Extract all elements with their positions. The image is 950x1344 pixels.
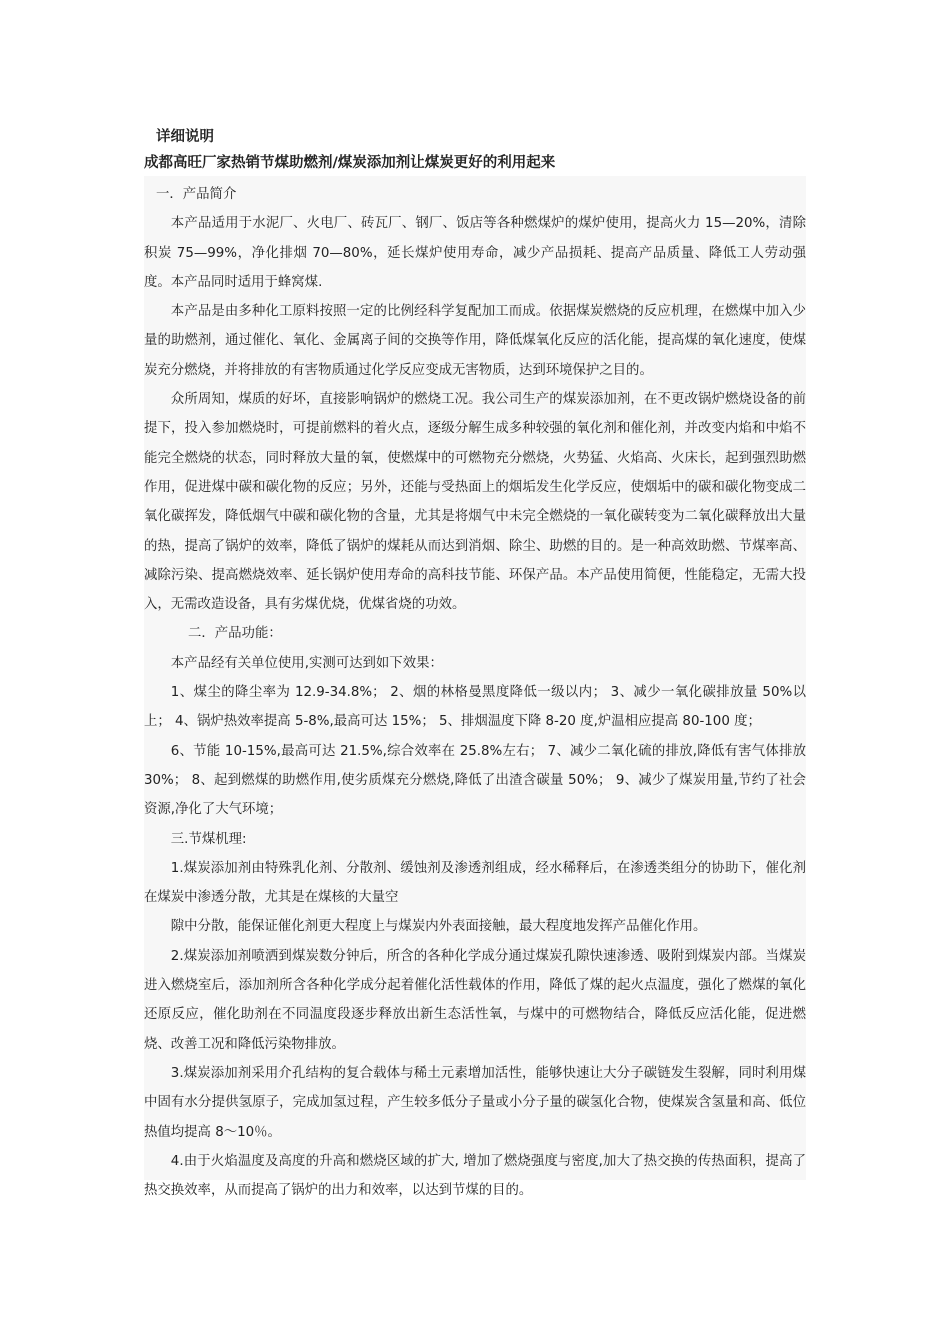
section-2-title: 二．产品功能： [188,626,282,642]
section-3-paragraph-1: 1.煤炭添加剂由特殊乳化剂、分散剂、缓蚀剂及渗透剂组成，经水稀释后，在渗透类组分的协助下，催化剂在煤炭中渗透分散，尤其是在煤核的大量空 [144,860,806,906]
section-2-paragraph-3: 6、节能 10-15%,最高可达 21.5%,综合效率在 25.8%左右； 7、减少二氧化硫的排放,降低有害气体排放 30%； 8、起到燃煤的助燃作用,使劣质煤充分燃烧,降低了出渣含碳量 50%； 9、减少了煤炭用量,节约了社会资源,净化了大气环境； [144,743,806,818]
section-3-paragraph-2: 隙中分散，能保证催化剂更大程度上与煤炭内外表面接触，最大程度地发挥产品催化作用。 [170,919,707,935]
section-2-paragraph-2: 1、煤尘的降尘率为 12.9-34.8%； 2、烟的林格曼黑度降低一级以内； 3、减少一氧化碳排放量 50%以上； 4、锅炉热效率提高 5-8%,最高可达 15%； 5、排烟温度下降 8-20 度,炉温相应提高 80-100 度； [144,685,806,730]
content-panel [144,176,806,1199]
section-1-paragraph-3: 众所周知，煤质的好坏，直接影响锅炉的燃烧工况。我公司生产的煤炭添加剂，在不更改锅炉燃烧设备的前提下，投入参加燃烧时，可提前燃料的着火点，逐级分解生成多种较强的氧化剂和催化剂，并改变内焰和中焰不能完全燃烧的状态，同时释放大量的氧，使燃煤中的可燃物充分燃烧，火势猛、火焰高、火床长，起到强烈助燃作用，促进煤中碳和碳化物的反应；另外，还能与受热面上的烟垢发生化学反应，使烟垢中的碳和碳化物变成二氧化碳挥发，降低烟气中碳和碳化物的含量，尤其是将烟气中未完全燃烧的一氧化碳转变为二氧化碳释放出大量的热，提高了锅炉的效率，降低了锅炉的煤耗从而达到消烟、除尘、助燃的目的。是一种高效助燃、节煤率高、减除污染、提高燃烧效率、延长锅炉使用寿命的高科技节能、环保产品。本产品使用简便，性能稳定，无需大投入，无需改造设备，具有劣煤优烧，优煤省烧的功效。 [144,392,806,613]
section-1-title: 一．产品简介 [156,187,237,202]
section-1-paragraph-1: 本产品适用于水泥厂、火电厂、砖瓦厂、钢厂、饭店等各种燃煤炉的煤炉使用，提高火力 15—20%，清除积炭 75—99%，净化排烟 70—80%，延长煤炉使用寿命，减少产品损耗、提高产品质量、降低工人劳动强度。本产品同时适用于蜂窝煤. [144,216,806,290]
section-1-paragraph-2: 本产品是由多种化工原料按照一定的比例经科学复配加工而成。依据煤炭燃烧的反应机理，在燃煤中加入少量的助燃剂，通过催化、氧化、金属离子间的交换等作用，降低煤氧化反应的活化能，提高煤的氧化速度，使煤炭充分燃烧，并将排放的有害物质通过化学反应变成无害物质，达到环境保护之目的。 [144,304,806,378]
section-3-paragraph-3: 2.煤炭添加剂喷洒到煤炭数分钟后，所含的各种化学成分通过煤炭孔隙快速渗透、吸附到煤炭内部。当煤炭进入燃烧室后，添加剂所含各种化学成分起着催化活性载体的作用，降低了煤的起火点温度，强化了燃煤的氧化还原反应，催化助剂在不同温度段逐步释放出新生态活性氧，与煤中的可燃物结合，降低反应活化能，促进燃烧、改善工况和降低污染物排放。 [144,948,806,1052]
content-body [144,176,806,1205]
document-title: 成都高旺厂家热销节煤助燃剂/煤炭添加剂让煤炭更好的利用起来 [144,155,556,171]
section-2-paragraph-1: 本产品经有关单位使用,实测可达到如下效果： [170,655,443,671]
section-3-title: 三.节煤机理: [170,831,247,847]
section-3-paragraph-5: 4.由于火焰温度及高度的升高和燃烧区域的扩大, 增加了燃烧强度与密度,加大了热交换的传热面积，提高了热交换效率，从而提高了锅炉的出力和效率，以达到节煤的目的。 [144,1153,806,1199]
detail-heading: 详细说明 [156,129,214,145]
section-3-paragraph-4: 3.煤炭添加剂采用介孔结构的复合载体与稀土元素增加活性，能够快速让大分子碳链发生裂解，同时利用煤中固有水分提供氢原子，完成加氢过程，产生较多低分子量或小分子量的碳氢化合物，使煤炭含氢量和高、低位热值均提高 8～10％。 [144,1065,806,1140]
